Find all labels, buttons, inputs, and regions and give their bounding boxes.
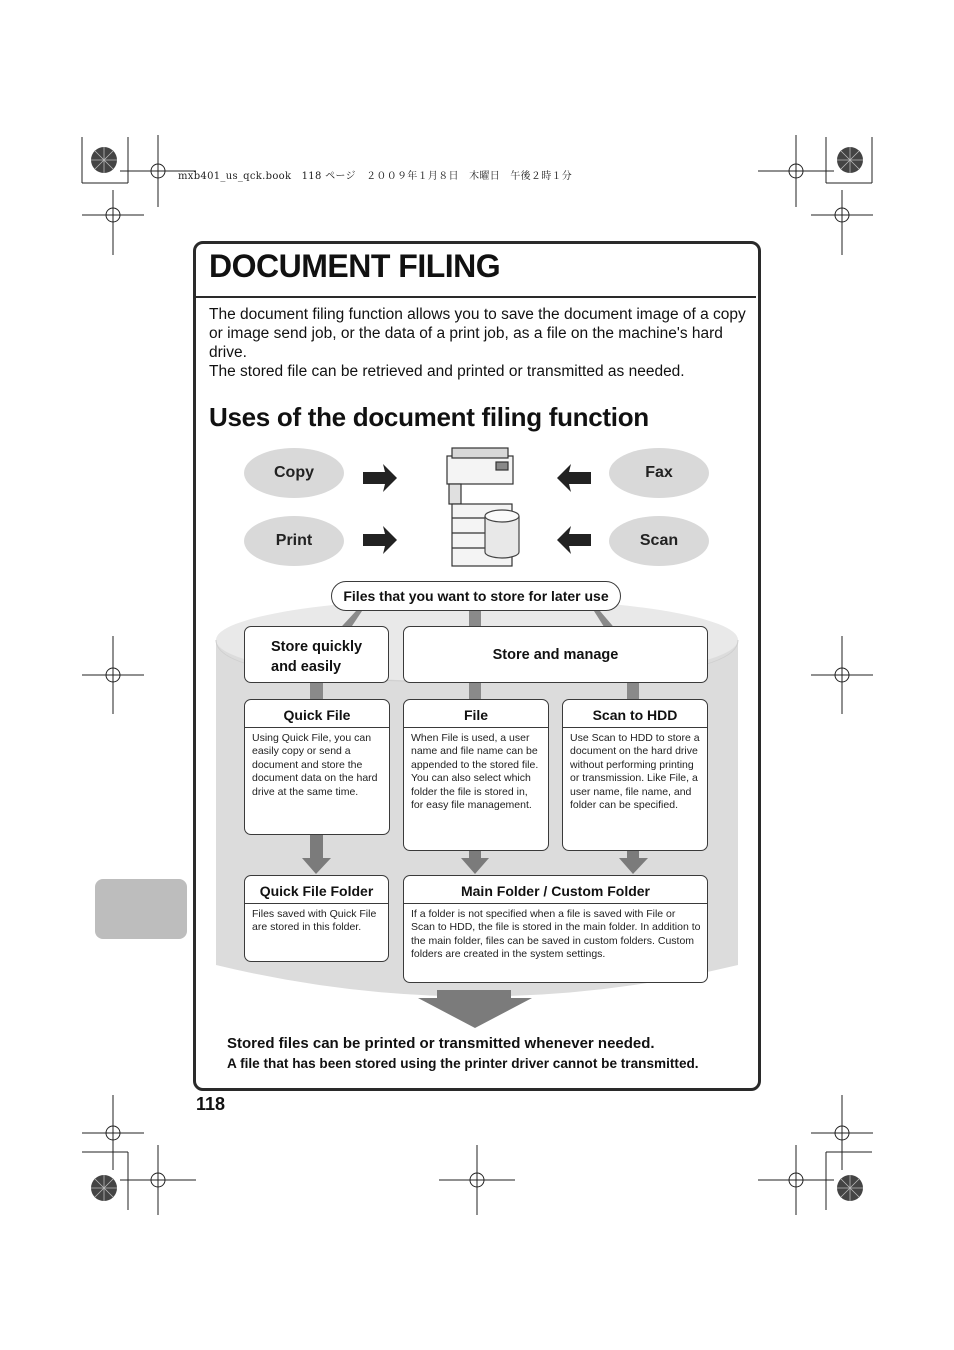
file-text: When File is used, a user name and file name can be appended to the stored file. You can also select which folder the file is stored in, for easy file management. (411, 732, 539, 812)
scan-to-hdd-text: Use Scan to HDD to store a document on the hard drive without performing printing or transmission. Like File, a user name, file name, and folder can be specified. (570, 732, 700, 812)
hard-drive-cylinder-icon (485, 510, 519, 558)
source-fax: Fax (609, 448, 709, 498)
intro-paragraph-2: The stored file can be retrieved and printed or transmitted as needed. (209, 363, 685, 380)
source-copy: Copy (244, 448, 344, 498)
files-to-store-label: Files that you want to store for later use (331, 581, 621, 611)
quick-file-folder-title: Quick File Folder (245, 876, 388, 904)
store-manage-box (403, 626, 708, 683)
main-folder-text: If a folder is not specified when a file is saved with File or Scan to HDD, the file is stored in the main folder. In addition to the main folder, files can be saved in custom folders. Custom folders are created in the system settings. (411, 908, 701, 961)
scan-to-hdd-title: Scan to HDD (563, 700, 707, 728)
page-number: 118 (196, 1094, 226, 1114)
main-folder-title: Main Folder / Custom Folder (404, 876, 707, 904)
page-title: DOCUMENT FILING (209, 248, 501, 284)
store-quickly-label: Store quickly and easily (271, 639, 363, 675)
quick-file-folder-text: Files saved with Quick File are stored in this folder. (252, 908, 377, 934)
quick-file-folder-box (244, 875, 389, 962)
intro-paragraph-1: The document filing function allows you to save the document image of a copy or image send job, or the data of a print job, as a file on the machine's hard drive. (209, 306, 746, 361)
footnote-printable: Stored files can be printed or transmitted whenever needed. (227, 1035, 655, 1052)
print-header: mxb401_us_qck.book 118 ページ ２００９年１月８日 木曜日 午後２時１分 (178, 171, 573, 182)
quick-file-box (244, 699, 390, 835)
footnote-printer-driver: A file that has been stored using the printer driver cannot be transmitted. (227, 1056, 699, 1071)
file-box (403, 699, 549, 851)
quick-file-text: Using Quick File, you can easily copy or send a document and store the document data on the hard drive at the same time. (252, 732, 378, 798)
store-manage-label: Store and manage (492, 646, 619, 663)
source-print: Print (244, 516, 344, 566)
source-scan: Scan (609, 516, 709, 566)
file-title: File (404, 700, 548, 728)
store-quickly-box (244, 626, 389, 683)
section-subtitle: Uses of the document filing function (209, 402, 649, 432)
scan-to-hdd-box (562, 699, 708, 851)
quick-file-title: Quick File (245, 700, 389, 728)
main-folder-box (403, 875, 708, 983)
